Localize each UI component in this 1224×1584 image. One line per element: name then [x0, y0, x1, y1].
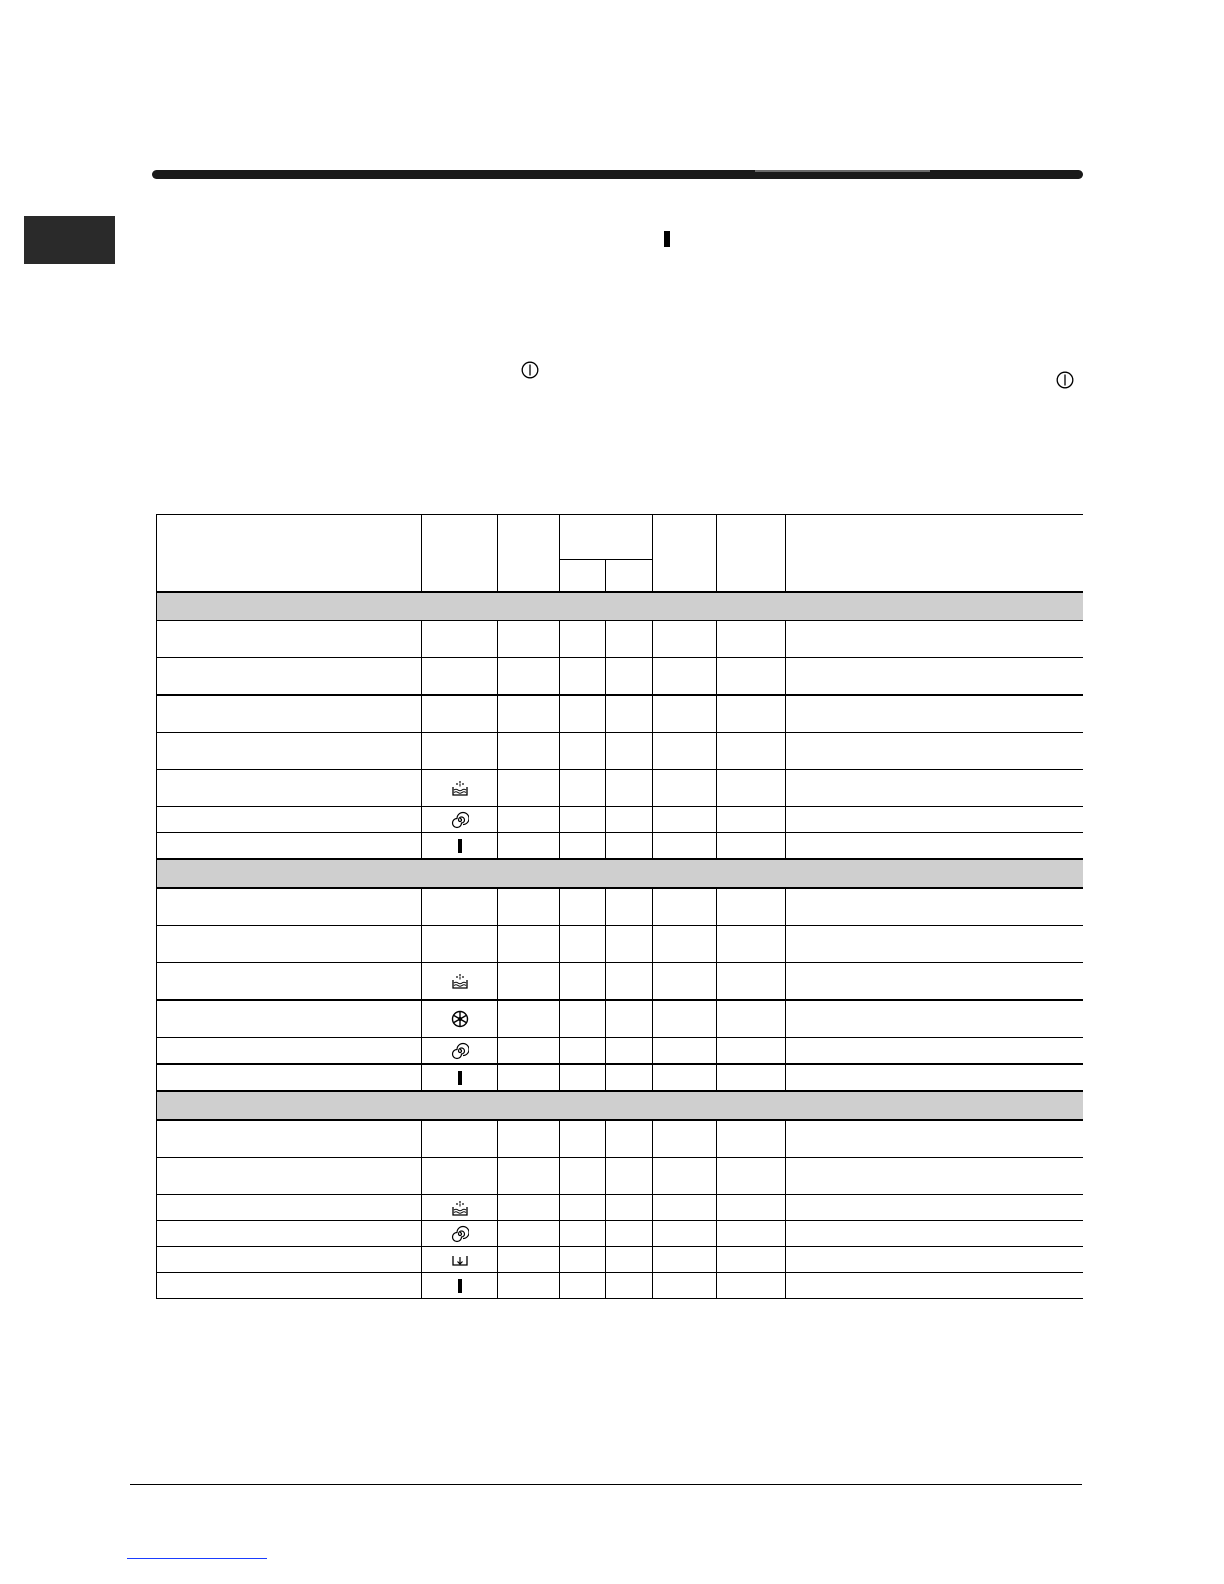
- table-cell: [422, 926, 498, 963]
- table-cell: [653, 1000, 717, 1038]
- table-cell: [157, 1064, 422, 1091]
- table-cell: [498, 1064, 560, 1091]
- table-cell: [560, 621, 606, 658]
- table-cell: [422, 658, 498, 696]
- table-cell: [606, 1158, 653, 1195]
- table-cell: [157, 833, 422, 860]
- table-cell: [422, 1064, 498, 1091]
- table-cell: [606, 1038, 653, 1065]
- table-cell: [717, 1221, 786, 1247]
- table-cell: [498, 1120, 560, 1158]
- table-cell: [157, 963, 422, 1001]
- table-cell: [606, 1000, 653, 1038]
- table-cell: [498, 1000, 560, 1038]
- table-cell: [560, 1064, 606, 1091]
- table-cell: [653, 621, 717, 658]
- table-cell: [560, 733, 606, 770]
- table-cell: [786, 833, 1083, 860]
- table-cell: [606, 1120, 653, 1158]
- table-cell: [653, 807, 717, 833]
- table-cell: [717, 770, 786, 807]
- table-cell: [560, 1247, 606, 1273]
- rinse-icon: [451, 779, 469, 797]
- table-cell: [422, 770, 498, 807]
- header-cell: [157, 515, 422, 593]
- table-cell: [560, 1273, 606, 1299]
- table-cell: [157, 1158, 422, 1195]
- table-cell: [560, 807, 606, 833]
- table-cell: [786, 807, 1083, 833]
- header-subcell: [560, 560, 606, 593]
- table-cell: [157, 1120, 422, 1158]
- table-cell: [786, 1120, 1083, 1158]
- table-row: [157, 695, 1083, 733]
- programme-table: [156, 514, 1083, 1299]
- table-row: [157, 1038, 1083, 1065]
- table-cell: [606, 833, 653, 860]
- table-cell: [786, 1195, 1083, 1221]
- table-cell: [157, 1195, 422, 1221]
- table-cell: [653, 926, 717, 963]
- table-cell: [786, 1158, 1083, 1195]
- table-cell: [653, 1273, 717, 1299]
- table-cell: [157, 888, 422, 926]
- table-cell: [560, 963, 606, 1001]
- table-cell: [717, 1158, 786, 1195]
- table-cell: [560, 833, 606, 860]
- table-cell: [606, 733, 653, 770]
- table-cell: [498, 888, 560, 926]
- table-cell: [786, 1221, 1083, 1247]
- table-cell: [560, 1038, 606, 1065]
- table-cell: [157, 658, 422, 696]
- table-cell: [717, 1273, 786, 1299]
- table-cell: [717, 833, 786, 860]
- table-cell: [717, 926, 786, 963]
- table-cell: [653, 1158, 717, 1195]
- table-cell: [498, 621, 560, 658]
- header-rule-highlight: [755, 170, 930, 172]
- bar-symbol-icon: [457, 1278, 463, 1294]
- table-cell: [653, 1064, 717, 1091]
- table-cell: [157, 1221, 422, 1247]
- bar-symbol-icon: [457, 838, 463, 854]
- table-cell: [653, 1038, 717, 1065]
- table-cell: [786, 621, 1083, 658]
- table-cell: [653, 833, 717, 860]
- table-cell: [606, 621, 653, 658]
- table-cell: [498, 1195, 560, 1221]
- table-cell: [560, 888, 606, 926]
- table-cell: [422, 888, 498, 926]
- table-cell: [498, 658, 560, 696]
- table-cell: [422, 833, 498, 860]
- table-cell: [606, 807, 653, 833]
- header-subcell: [606, 560, 653, 593]
- table-cell: [786, 963, 1083, 1001]
- table-cell: [653, 1120, 717, 1158]
- table-cell: [717, 733, 786, 770]
- table-cell: [653, 658, 717, 696]
- bar-symbol-icon: [664, 231, 670, 247]
- table-row: [157, 1158, 1083, 1195]
- table-cell: [498, 926, 560, 963]
- rinse-icon: [451, 1199, 469, 1217]
- table-row: [157, 621, 1083, 658]
- table-cell: [606, 695, 653, 733]
- table-cell: [498, 963, 560, 1001]
- section-header-row: [157, 592, 1083, 621]
- table-cell: [786, 733, 1083, 770]
- table-cell: [422, 1221, 498, 1247]
- table-cell: [498, 833, 560, 860]
- table-cell: [560, 770, 606, 807]
- drain-icon: [451, 1251, 469, 1269]
- table-cell: [606, 1221, 653, 1247]
- table-cell: [786, 1038, 1083, 1065]
- table-row: [157, 1120, 1083, 1158]
- table-cell: [422, 1247, 498, 1273]
- table-cell: [498, 1221, 560, 1247]
- table-cell: [653, 888, 717, 926]
- table-cell: [498, 807, 560, 833]
- table-cell: [560, 1221, 606, 1247]
- table-cell: [498, 1158, 560, 1195]
- table-cell: [498, 1038, 560, 1065]
- table-cell: [498, 770, 560, 807]
- header-cell: [498, 515, 560, 593]
- table-cell: [717, 1000, 786, 1038]
- header-cell-group: [560, 515, 653, 560]
- table-cell: [717, 963, 786, 1001]
- table-cell: [717, 807, 786, 833]
- table-cell: [717, 621, 786, 658]
- table-cell: [653, 695, 717, 733]
- table-cell: [422, 621, 498, 658]
- table-row: [157, 926, 1083, 963]
- table-cell: [157, 733, 422, 770]
- table-row: [157, 1195, 1083, 1221]
- table-row: [157, 733, 1083, 770]
- table-cell: [560, 1000, 606, 1038]
- table-cell: [717, 1038, 786, 1065]
- table-cell: [606, 888, 653, 926]
- table-cell: [560, 1120, 606, 1158]
- table-cell: [422, 1158, 498, 1195]
- table-cell: [157, 1247, 422, 1273]
- table-row: [157, 888, 1083, 926]
- table-row: [157, 963, 1083, 1001]
- table-cell: [422, 1195, 498, 1221]
- table-cell: [606, 1195, 653, 1221]
- table-cell: [157, 1273, 422, 1299]
- power-symbol-icon: [521, 361, 539, 379]
- footer-link-underline: [127, 1558, 267, 1559]
- table-cell: [157, 621, 422, 658]
- table-cell: [157, 1038, 422, 1065]
- table-row: [157, 1273, 1083, 1299]
- table-cell: [422, 1038, 498, 1065]
- table-cell: [786, 1064, 1083, 1091]
- table-cell: [606, 658, 653, 696]
- spin-icon: [451, 811, 469, 829]
- table-cell: [422, 1120, 498, 1158]
- table-cell: [606, 770, 653, 807]
- table-cell: [653, 1247, 717, 1273]
- table-cell: [157, 807, 422, 833]
- table-cell: [606, 1273, 653, 1299]
- table-cell: [606, 1064, 653, 1091]
- table-cell: [606, 926, 653, 963]
- table-cell: [653, 963, 717, 1001]
- table-row: [157, 770, 1083, 807]
- table-cell: [422, 1273, 498, 1299]
- power-symbol-icon: [1056, 371, 1074, 389]
- table-cell: [422, 733, 498, 770]
- table-cell: [560, 658, 606, 696]
- table-cell: [653, 1221, 717, 1247]
- table-row: [157, 658, 1083, 696]
- footer-rule: [130, 1484, 1082, 1485]
- table-cell: [498, 695, 560, 733]
- table-cell: [560, 695, 606, 733]
- table-cell: [786, 926, 1083, 963]
- table-cell: [498, 1273, 560, 1299]
- table-header-row: [157, 515, 1083, 560]
- table-cell: [422, 695, 498, 733]
- table-cell: [606, 963, 653, 1001]
- table-cell: [498, 733, 560, 770]
- table-cell: [157, 1000, 422, 1038]
- header-cell: [786, 515, 1083, 593]
- section-header-cell: [157, 859, 1083, 888]
- section-header-row: [157, 859, 1083, 888]
- table-cell: [786, 888, 1083, 926]
- table-cell: [717, 1247, 786, 1273]
- spin-icon: [451, 1042, 469, 1060]
- table-cell: [717, 1120, 786, 1158]
- table-cell: [786, 770, 1083, 807]
- table-cell: [606, 1247, 653, 1273]
- table-row: [157, 807, 1083, 833]
- header-cell: [717, 515, 786, 593]
- table-row: [157, 1221, 1083, 1247]
- fan-icon: [451, 1010, 469, 1028]
- table-row: [157, 1000, 1083, 1038]
- table-cell: [786, 695, 1083, 733]
- table-cell: [498, 1247, 560, 1273]
- table-row: [157, 833, 1083, 860]
- header-cell: [653, 515, 717, 593]
- bar-symbol-icon: [457, 1070, 463, 1086]
- table-cell: [157, 770, 422, 807]
- table-cell: [653, 1195, 717, 1221]
- table-cell: [422, 1000, 498, 1038]
- header-rule: [152, 170, 1083, 179]
- table-cell: [653, 733, 717, 770]
- table-cell: [653, 770, 717, 807]
- table-cell: [786, 1247, 1083, 1273]
- table-cell: [717, 888, 786, 926]
- table-cell: [717, 695, 786, 733]
- section-header-cell: [157, 592, 1083, 621]
- table-cell: [422, 963, 498, 1001]
- table-cell: [717, 1195, 786, 1221]
- table-cell: [422, 807, 498, 833]
- table-cell: [560, 926, 606, 963]
- table-cell: [717, 658, 786, 696]
- table-row: [157, 1064, 1083, 1091]
- rinse-icon: [451, 972, 469, 990]
- table-cell: [786, 1273, 1083, 1299]
- section-header-cell: [157, 1091, 1083, 1120]
- table-cell: [717, 1064, 786, 1091]
- table-cell: [560, 1158, 606, 1195]
- spin-icon: [451, 1225, 469, 1243]
- table-cell: [157, 926, 422, 963]
- table-row: [157, 1247, 1083, 1273]
- header-cell: [422, 515, 498, 593]
- table-cell: [786, 1000, 1083, 1038]
- table-cell: [157, 695, 422, 733]
- language-tab: [24, 216, 115, 264]
- table-cell: [560, 1195, 606, 1221]
- table-cell: [786, 658, 1083, 696]
- section-header-row: [157, 1091, 1083, 1120]
